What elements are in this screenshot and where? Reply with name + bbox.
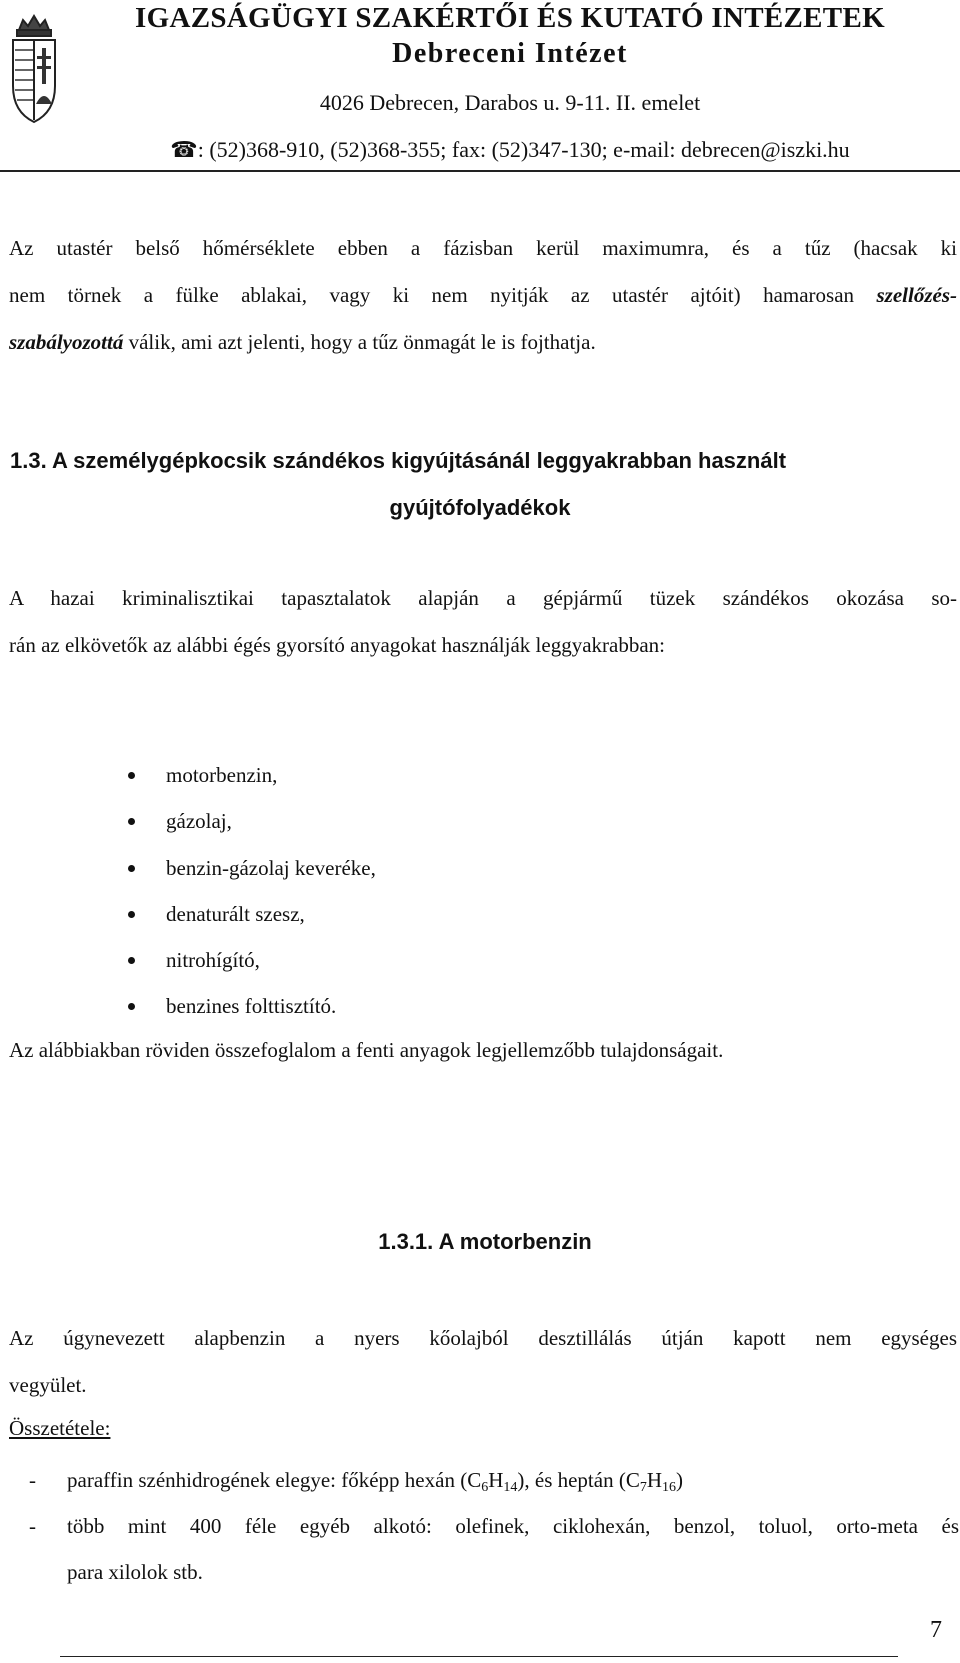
composition-item: - paraffin szénhidrogének elegye: főképp hexán $(C_6H_{14})$, és heptán $(C_7H_{16})$ bbox=[29, 1468, 684, 1495]
paragraph-line: A hazai kriminalisztikai tapasztalatok alapján a gépjármű tüzek szándékos okozása so- bbox=[9, 586, 957, 610]
section-1-3-paragraph bbox=[9, 575, 957, 669]
list-item: benzines folttisztító. bbox=[120, 983, 376, 1029]
composition-list bbox=[9, 1457, 959, 1595]
coat-of-arms-icon bbox=[5, 8, 63, 128]
composition-item: - több mint 400 féle egyéb alkotó: olefinek, ciklohexán, benzol, toluol, orto-meta és bbox=[29, 1514, 959, 1538]
intro-line: Az utastér belső hőmérséklete ebben a fázisban kerül maximumra, és a tűz (hacsak ki bbox=[9, 236, 957, 260]
contact-details: : (52)368-910, (52)368-355; fax: (52)347-130; e-mail: debrecen@iszki.hu bbox=[197, 137, 850, 162]
section-heading-1-3-1: 1.3.1. A motorbenzin bbox=[378, 1229, 592, 1254]
intro-line: szabályozottá válik, ami azt jelenti, hogy a tűz önmagát le is fojthatja. bbox=[9, 330, 596, 354]
list-item: benzin-gázolaj keveréke, bbox=[120, 845, 376, 891]
page-number: 7 bbox=[930, 1617, 942, 1643]
phone-icon: ☎ bbox=[170, 137, 198, 162]
composition-item-cont: para xilolok stb. bbox=[67, 1560, 203, 1584]
list-item: motorbenzin, bbox=[120, 752, 376, 798]
composition-label: Összetétele: bbox=[9, 1416, 111, 1440]
list-item: gázolaj, bbox=[120, 798, 376, 844]
paragraph-line: vegyület. bbox=[9, 1373, 87, 1397]
contact-line bbox=[60, 137, 960, 163]
accelerant-list bbox=[120, 752, 376, 1030]
intro-paragraph bbox=[9, 225, 957, 366]
list-item: denaturált szesz, bbox=[120, 891, 376, 937]
list-item: nitrohígító, bbox=[120, 937, 376, 983]
paragraph-line: Az úgynevezett alapbenzin a nyers kőolajból desztillálás útján kapott nem egységes bbox=[9, 1326, 957, 1350]
emphasis: szellőzés- bbox=[876, 283, 957, 307]
composition-label-wrap bbox=[9, 1406, 957, 1450]
institute-name: IGAZSÁGÜGYI SZAKÉRTŐI ÉS KUTATÓ INTÉZETEK bbox=[135, 2, 885, 34]
paragraph-line: Az alábbiakban röviden összefoglalom a fenti anyagok legjellemzőbb tulajdonságait. bbox=[9, 1038, 724, 1062]
summary-paragraph bbox=[9, 1027, 957, 1074]
header-divider bbox=[0, 170, 960, 172]
footer-divider bbox=[60, 1656, 898, 1657]
address: 4026 Debrecen, Darabos u. 9-11. II. emelet bbox=[319, 90, 701, 115]
motorbenzin-paragraph bbox=[9, 1315, 957, 1409]
paragraph-line: rán az elkövetők az alábbi égés gyorsító anyagokat használják leggyakrabban: bbox=[9, 633, 665, 657]
section-heading-1-3-cont: gyújtófolyadékok bbox=[389, 495, 571, 520]
section-heading-1-3: 1.3. A személygépkocsik szándékos kigyújtásánál leggyakrabban használt bbox=[10, 448, 787, 473]
intro-line: nem törnek a fülke ablakai, vagy ki nem nyitják az utastér ajtóit) hamarosan szellőzés- bbox=[9, 283, 957, 307]
branch-name: Debreceni Intézet bbox=[392, 38, 628, 69]
emphasis: szabályozottá bbox=[9, 330, 124, 354]
